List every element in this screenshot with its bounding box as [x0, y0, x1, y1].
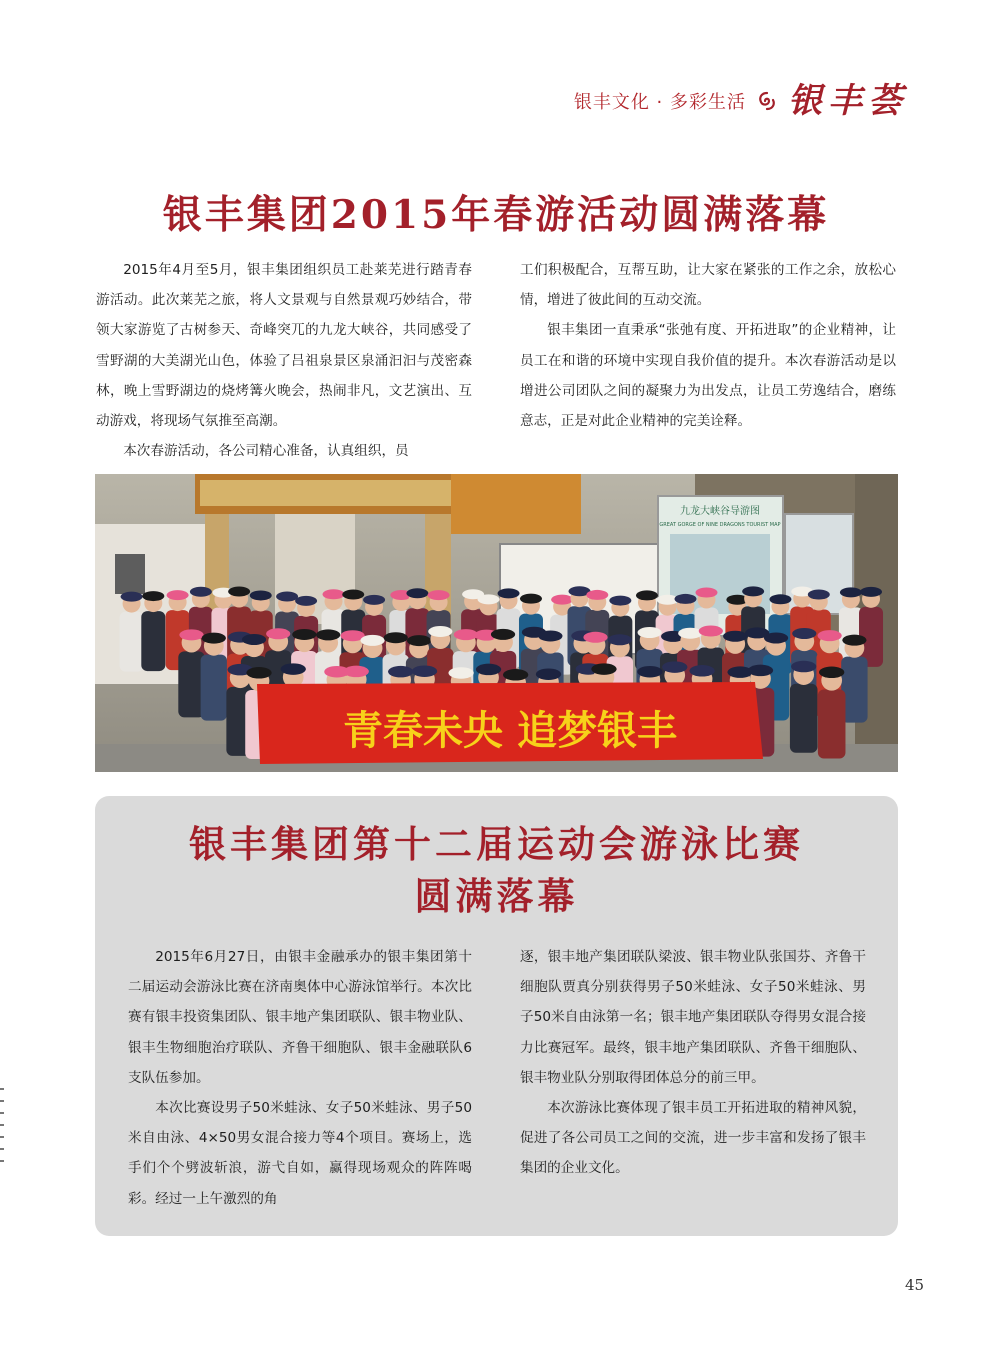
person-body [120, 612, 144, 672]
person-hat [295, 596, 317, 606]
person-hat [316, 629, 340, 640]
person-hat [723, 631, 747, 642]
group-photo [95, 474, 898, 772]
article-right-column [520, 942, 866, 1184]
person-hat [384, 632, 408, 643]
person-body [818, 690, 846, 759]
person-hat [636, 590, 658, 600]
person-hat [407, 635, 431, 646]
person-hat [454, 629, 478, 640]
person-hat [586, 590, 608, 600]
edge-marks [0, 1088, 4, 1162]
person-hat [791, 661, 816, 673]
swirl-icon [756, 90, 778, 112]
person-hat [699, 625, 723, 636]
page-number: 45 [905, 1276, 925, 1294]
person-hat [242, 634, 266, 645]
article-title-line: 圆满落幕 [414, 874, 579, 918]
person-hat [476, 664, 501, 676]
person-hat [428, 590, 450, 600]
person-hat [638, 627, 662, 638]
person-hat [675, 594, 697, 604]
article-title [95, 818, 898, 922]
person-hat [202, 633, 226, 644]
person-hat [696, 588, 718, 598]
page-header [573, 81, 908, 121]
person-hat [121, 592, 143, 602]
person-hat [689, 665, 714, 677]
paragraph: 逐，银丰地产集团联队梁波、银丰物业队张国芬、齐鲁干细胞队贾真分别获得男子50米蛙泳、女子50米蛙泳、男子50米自由泳第一名；银丰地产集团联队夺得男女混合接力比赛冠军。最终，银丰地产集团联队、齐鲁干细胞队、银丰物业队分别取得团体总分的前三甲。 [520, 949, 866, 1086]
person-hat [344, 666, 369, 678]
person-hat [551, 595, 573, 605]
person-hat [228, 587, 250, 597]
person-hat [360, 635, 384, 646]
paragraph: 银丰集团一直秉承“张弛有度、开拓进取”的企业精神，让员工在和谐的环境中实现自我价值的提升。本次春游活动是以增进公司团队之间的凝聚力为出发点，让员工劳逸结合，磨练意志，正是对此企业精神的完美诠释。 [520, 322, 896, 430]
article-right-column [520, 255, 896, 436]
person-hat [142, 591, 164, 601]
person-hat [591, 663, 616, 675]
person-hat [520, 594, 542, 604]
person-hat [412, 665, 437, 677]
person-hat [281, 663, 306, 675]
person-hat [246, 667, 271, 679]
person-hat [536, 668, 561, 680]
person-hat [748, 665, 773, 677]
paragraph: 工们积极配合，互帮互助，让大家在紧张的工作之余，放松心情，增进了彼此间的互动交流。 [520, 262, 896, 309]
person-hat [491, 629, 515, 640]
article-title: 银丰集团2015年春游活动圆满落幕 [162, 192, 830, 238]
magazine-logo: 银丰荟 [788, 81, 908, 121]
person-hat [388, 666, 413, 678]
person-hat [292, 629, 316, 640]
person-hat [583, 632, 607, 643]
person-hat [478, 594, 500, 604]
map-board-subtitle: GREAT GORGE OF NINE DRAGONS TOURIST MAP [659, 522, 781, 528]
photo-banner-text: 青春未央 追梦银丰 [343, 708, 677, 754]
person-hat [662, 661, 687, 673]
person-hat [266, 628, 290, 639]
person-hat [342, 590, 364, 600]
person-hat [769, 594, 791, 604]
person-body [790, 684, 818, 753]
person-hat [842, 635, 866, 646]
article-title-line: 银丰集团第十二届运动会游泳比赛 [189, 822, 804, 866]
person-hat [448, 667, 473, 679]
person-hat [428, 626, 452, 637]
person-hat [819, 667, 844, 679]
person-hat [742, 586, 764, 596]
person-hat [276, 592, 298, 602]
person-hat [250, 590, 272, 600]
person-hat [363, 595, 385, 605]
person-hat [764, 632, 788, 643]
person-hat [808, 590, 830, 600]
person-hat [538, 630, 562, 641]
paragraph: 本次春游活动，各公司精心准备，认真组织，员 [123, 443, 409, 460]
person-hat [678, 628, 702, 639]
person-hat [406, 588, 428, 598]
person-body [141, 611, 165, 671]
person-hat [498, 588, 520, 598]
person-body [201, 655, 227, 721]
person-hat [167, 590, 189, 600]
person-hat [860, 587, 882, 597]
person-hat [637, 666, 662, 678]
person-hat [323, 589, 345, 599]
person-hat [840, 587, 862, 597]
person-hat [818, 630, 842, 641]
person-hat [179, 629, 203, 640]
paragraph: 本次游泳比赛体现了银丰员工开拓进取的精神风貌，促进了各公司员工之间的交流，进一步丰富和发扬了银丰集团的企业文化。 [520, 1100, 866, 1177]
article-left-column [96, 255, 472, 466]
article-left-column [128, 942, 472, 1214]
person-hat [609, 596, 631, 606]
person-hat [190, 587, 212, 597]
map-board-title: 九龙大峡谷导游图 [680, 506, 760, 517]
person-hat [792, 628, 816, 639]
person-hat [503, 669, 528, 681]
section-label: 银丰文化 · 多彩生活 [573, 92, 746, 113]
paragraph: 2015年6月27日，由银丰金融承办的银丰集团第十二届运动会游泳比赛在济南奥体中心游泳馆举行。本次比赛有银丰投资集团队、银丰地产集团联队、银丰物业队、银丰生物细胞治疗联队、齐鲁干细胞队、银丰金融联队6支队伍参加。 [128, 949, 472, 1086]
person-hat [608, 634, 632, 645]
paragraph: 2015年4月至5月，银丰集团组织员工赴莱芜进行踏青春游活动。此次莱芜之旅，将人文景观与自然景观巧妙结合，带领大家游览了古树参天、奇峰突兀的九龙大峡谷，共同感受了雪野湖的大美湖光山色，体验了吕祖泉景区泉涌汩汩与茂密森林，晚上雪野湖边的烧烤篝火晚会，热闹非凡，文艺演出、互动游戏，将现场气氛推至高潮。 [96, 262, 472, 430]
paragraph: 本次比赛设男子50米蛙泳、女子50米蛙泳、男子50米自由泳、4×50男女混合接力等4个项目。赛场上，选手们个个劈波斩浪，游弋自如，赢得现场观众的阵阵喝彩。经过一上午激烈的角 [128, 1100, 472, 1207]
